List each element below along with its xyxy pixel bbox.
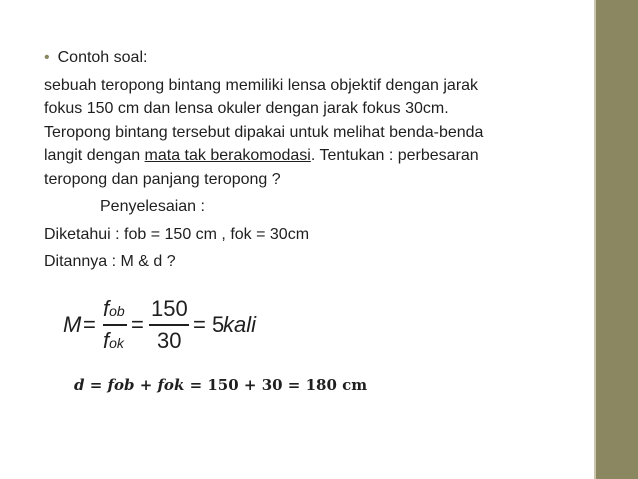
bullet-dot-icon: •: [44, 49, 50, 66]
known-values: Diketahui : fob = 150 cm , fok = 30cm: [44, 225, 310, 243]
fraction-bar-value: [149, 324, 189, 326]
solution-label: Penyelesaian :: [100, 198, 205, 215]
fraction-denominator-symbol: fok: [103, 328, 124, 353]
asked-values: Ditannya : M & d ?: [44, 253, 176, 270]
length-eq-3: =: [282, 376, 306, 394]
length-fok: fok: [157, 376, 185, 394]
length-formula: [74, 376, 367, 394]
bullet-heading: [44, 46, 564, 70]
length-fob: fob: [107, 376, 135, 394]
length-result: 180: [305, 376, 337, 394]
question-paragraph: [44, 74, 564, 192]
formula-result: = 5: [193, 312, 225, 337]
length-value-1: 150: [207, 376, 239, 394]
length-eq-1: =: [84, 376, 108, 394]
formula-equals-1: =: [83, 312, 96, 337]
length-unit: cm: [336, 376, 368, 394]
bullet-heading-text: Contoh soal:: [57, 49, 148, 66]
formula-lhs: M: [63, 312, 82, 337]
formula-unit: kali: [223, 312, 257, 337]
length-eq-2: =: [184, 376, 208, 394]
side-decorative-bar: [596, 0, 638, 479]
question-line-1: sebuah teropong bintang memiliki lensa objektif dengan jarak: [44, 76, 479, 94]
fraction-numerator-value: 150: [151, 296, 188, 321]
question-line-2: fokus 150 cm dan lensa okuler dengan jarak fokus 30cm.: [44, 100, 449, 117]
underlined-phrase: mata tak berakomodasi: [144, 147, 311, 164]
question-line-4: [44, 144, 564, 168]
slide-content: [44, 46, 564, 274]
question-line-4-pre: langit dengan: [44, 147, 145, 164]
fraction-bar-symbol: [103, 324, 127, 326]
formula-equals-2: =: [131, 312, 144, 337]
question-line-4-post: . Tentukan : perbesaran: [310, 147, 479, 164]
question-line-5: teropong dan panjang teropong ?: [44, 170, 281, 188]
length-value-2: 30: [261, 376, 283, 394]
length-symbol: d: [74, 376, 85, 394]
question-line-3: Teropong bintang tersebut dipakai untuk melihat benda-benda: [44, 123, 484, 141]
fraction-numerator-symbol: fob: [103, 296, 125, 321]
fraction-denominator-value: 30: [157, 328, 182, 353]
length-plus-1: +: [134, 376, 158, 394]
length-plus-2: +: [238, 376, 262, 394]
